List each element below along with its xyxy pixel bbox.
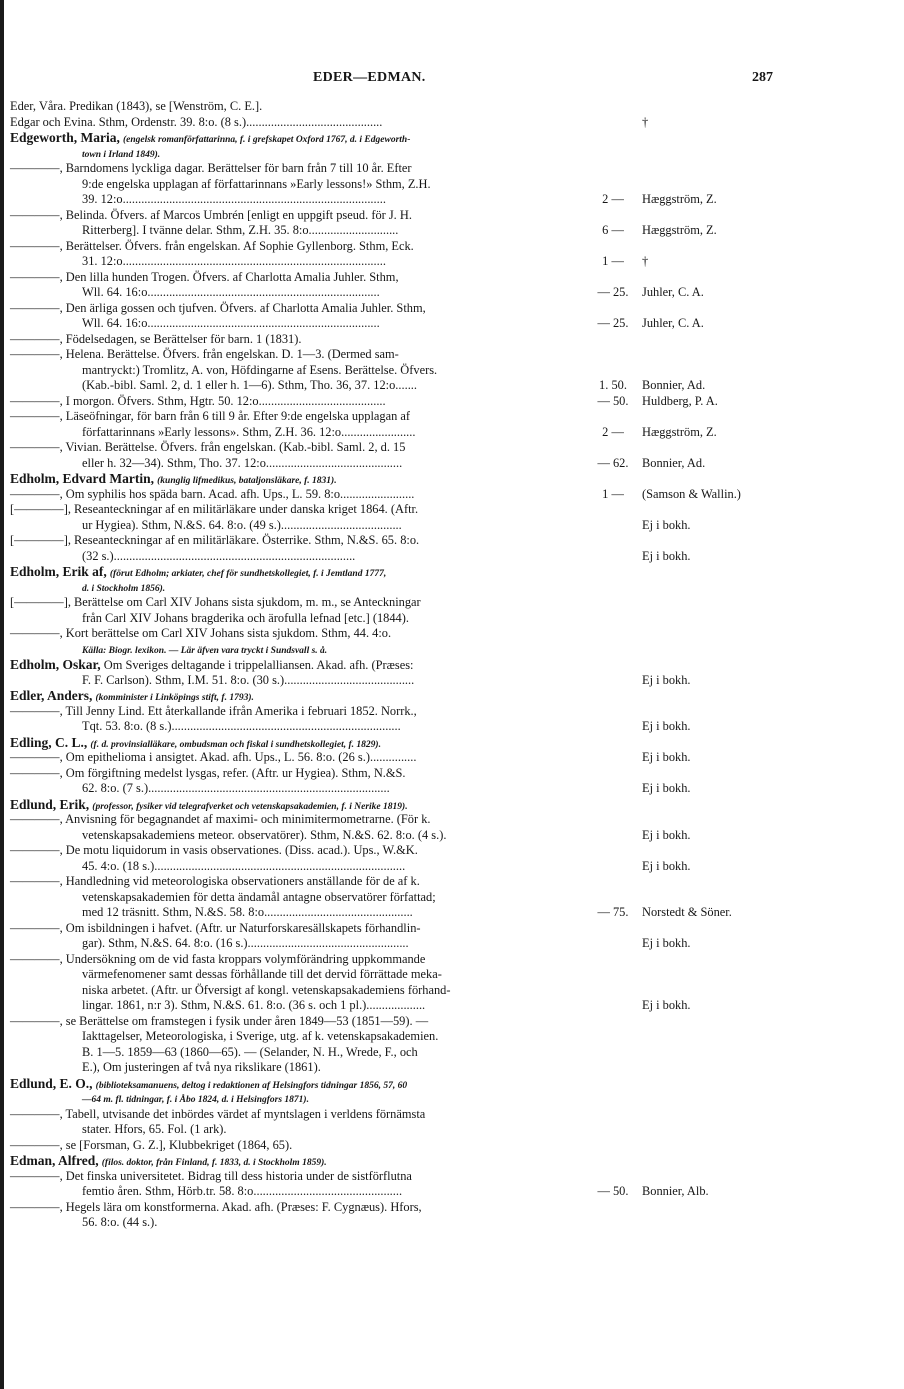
entry-text: ————, Kort berättelse om Carl XIV Johans sista sjukdom. Sthm, 44. 4:o. (10, 626, 392, 640)
author-note: (engelsk romanförfattarinna, f. i grefskapet Oxford 1767, d. i Edgeworth- (122, 135, 411, 145)
line-text (10, 394, 386, 410)
catalog-line (10, 719, 890, 735)
entry-text: gar). Sthm, N.&S. 64. 8:o. (16 s.).................................................... (82, 936, 409, 950)
publisher: Norstedt & Söner. (642, 905, 732, 919)
entry-text: ————, Berättelser. Öfvers. från engelskan. Af Sophie Gyllenborg. Sthm, Eck. (10, 238, 414, 253)
entry-text: Om Sveriges deltagande i trippelalliansen. Akad. afh. (Præses: (103, 658, 414, 672)
entry-text: [————], Berättelse om Carl XIV Johans sista sjukdom, m. m., se Anteckningar (10, 595, 421, 609)
entry-text: vetenskapsakademien för detta ändamål antagne observatörer författad; (82, 889, 436, 904)
line-text (82, 998, 425, 1014)
entry-text: (Kab.-bibl. Saml. 2, d. 1 eller h. 1—6). Sthm, Tho. 36, 37. 12:o....... (82, 378, 417, 392)
price: — 75. (597, 905, 629, 919)
publisher: Ej i bokh. (642, 858, 691, 873)
price: — 62. (597, 455, 629, 470)
page-header (0, 70, 904, 90)
entry-text: (32 s.).............................................................................. (82, 548, 356, 563)
catalog-line (10, 812, 890, 828)
price: 2 — (602, 192, 624, 206)
entry-text: ————, Den lilla hunden Trogen. Öfvers. af Charlotta Amalia Juhler. Sthm, (10, 269, 399, 284)
entry-text: ————, Födelsedagen, se Berättelser för barn. 1 (1831). (10, 331, 302, 346)
line-text (10, 347, 399, 363)
publisher: Ej i bokh. (642, 517, 691, 532)
catalog-line (10, 208, 890, 224)
catalog-line (10, 487, 890, 503)
author-note: (filos. doktor, från Finland, f. 1833, d. i Stockholm 1859). (101, 1158, 327, 1168)
line-text (82, 456, 402, 472)
catalog-line (10, 192, 890, 208)
line-text (10, 921, 421, 937)
catalog-line (10, 363, 890, 379)
author-note: Källa: Biogr. lexikon. — Lär äfven vara tryckt i Sundsvall s. å. (82, 645, 328, 656)
publisher: † (642, 254, 649, 268)
publisher: Ej i bokh. (642, 998, 691, 1012)
line-text (10, 704, 417, 720)
line-text (10, 595, 421, 611)
line-text (10, 409, 410, 425)
catalog-line (10, 673, 890, 689)
entry-text: ————, Belinda. Öfvers. af Marcos Umbrén [enligt en uppgift pseud. för J. H. (10, 207, 412, 222)
entry-text: ————, Barndomens lyckliga dagar. Berättelser för barn från 7 till 10 år. Efter (10, 161, 412, 175)
publisher: Bonnier, Ad. (642, 455, 706, 470)
catalog-line (10, 1122, 890, 1138)
publisher: (Samson & Wallin.) (642, 486, 741, 501)
line-text (82, 828, 446, 844)
entry-text: ————, se [Forsman, G. Z.], Klubbekriget (1864, 65). (10, 1137, 293, 1152)
entry-text: mantryckt:) Tromlitz, A. von, Höfdingarne af Esens. Berättelse. Öfvers. (82, 362, 438, 377)
line-text (10, 301, 426, 317)
line-text (10, 502, 418, 518)
price: — 50. (597, 393, 629, 408)
catalog-line (10, 998, 890, 1014)
catalog-line (10, 890, 890, 906)
entry-text: [————], Reseanteckningar af en militärläkare under danska kriget 1864. (Aftr. (10, 502, 419, 516)
line-text (82, 719, 401, 735)
catalog-line (10, 1107, 890, 1123)
catalog-line (10, 115, 890, 131)
line-text (10, 1169, 412, 1185)
line-text (10, 1014, 428, 1030)
line-text (82, 254, 386, 270)
catalog-line (10, 688, 890, 704)
entry-text: 31. 12:o..................................................................................... (82, 254, 386, 268)
line-text (82, 1215, 157, 1231)
line-text (82, 983, 451, 999)
line-text (82, 549, 355, 565)
entry-text: 9:de engelska upplagan af författarinnans »Early lessons!» Sthm, Z.H. (82, 176, 431, 191)
publisher: † (642, 114, 649, 129)
catalog-line (10, 502, 890, 518)
catalog-line (10, 1045, 890, 1061)
scan-edge (0, 0, 4, 1389)
catalog-line (10, 1215, 890, 1231)
price: 1. 50. (599, 378, 627, 392)
publisher: Ej i bokh. (642, 719, 691, 733)
entry-text: E.), Om justeringen af två nya rikslikare (1861). (82, 1060, 321, 1074)
entry-text: med 12 träsnitt. Sthm, N.&S. 58. 8:o................................................ (82, 905, 413, 919)
catalog-line (10, 611, 890, 627)
line-text (82, 316, 380, 332)
entry-text: vetenskapsakademiens meteor. observatörer). Sthm, N.&S. 62. 8:o. (4 s.). (82, 827, 447, 842)
line-text (10, 812, 431, 828)
entry-text: Eder, Våra. Predikan (1843), se [Wenström, C. E.]. (10, 99, 263, 113)
catalog-line (10, 766, 890, 782)
line-text (10, 270, 399, 286)
line-text (10, 161, 412, 177)
author-note: (kunglig lifmedikus, bataljonsläkare, f. 1831). (157, 476, 337, 486)
entry-text: ————, Tabell, utvisande det inbördes värdet af myntslagen i verldens förnämsta (10, 1106, 426, 1121)
entry-text: ————, Den ärliga gossen och tjufven. Öfvers. af Charlotta Amalia Juhler. Sthm, (10, 300, 426, 315)
author-name: Edler, Anders, (10, 688, 93, 703)
catalog-line (10, 626, 890, 642)
entry-text: Wll. 64. 16:o........................................................................... (82, 285, 380, 299)
publisher: Ej i bokh. (642, 781, 691, 795)
catalog-line (10, 316, 890, 332)
author-note: —64 m. fl. tidningar, f. i Åbo 1824, d. i Helsingfors 1871). (82, 1095, 309, 1105)
catalog-line (10, 394, 890, 410)
catalog-line (10, 983, 890, 999)
catalog-line (10, 409, 890, 425)
line-text (10, 750, 416, 766)
line-text (10, 766, 406, 782)
entry-text: ————, I morgon. Öfvers. Sthm, Hgtr. 50. 12:o......................................... (10, 393, 386, 408)
entry-text: 45. 4:o. (18 s.)................................................................................. (82, 858, 406, 873)
entry-text: ————, Vivian. Berättelse. Öfvers. från engelskan. (Kab.-bibl. Saml. 2, d. 15 (10, 440, 406, 454)
catalog-line (10, 1076, 890, 1092)
author-note: (förut Edholm; arkiater, chef för sundhetskollegiet, f. i Jemtland 1777, (109, 569, 387, 579)
publisher: Bonnier, Alb. (642, 1184, 709, 1198)
catalog-line (10, 936, 890, 952)
line-text (10, 874, 420, 890)
catalog-line (10, 518, 890, 534)
catalog-line (10, 843, 890, 859)
catalog-line (10, 99, 890, 115)
entry-text: ————, se Berättelse om framstegen i fysik under åren 1849—53 (1851—59). — (10, 1013, 429, 1028)
entry-text: ————, Om epithelioma i ansigtet. Akad. afh. Ups., L. 56. 8:o. (26 s.)............... (10, 750, 417, 764)
publisher: Ej i bokh. (642, 827, 691, 842)
publisher: Juhler, C. A. (642, 316, 704, 330)
line-text (10, 239, 414, 255)
entry-text: eller h. 32—34). Sthm, Tho. 37. 12:o............................................ (82, 455, 403, 470)
line-text (10, 115, 382, 131)
catalog-line (10, 657, 890, 673)
entry-text: femtio åren. Sthm, Hörb.tr. 58. 8:o................................................ (82, 1184, 403, 1198)
entry-text: ————, Det finska universitetet. Bidrag till dess historia under de sistförflutna (10, 1168, 412, 1183)
catalog-line (10, 1169, 890, 1185)
catalog-line (10, 874, 890, 890)
author-name: Edling, C. L., (10, 734, 88, 750)
catalog-line (10, 642, 890, 658)
catalog-line (10, 1014, 890, 1030)
catalog-line (10, 797, 890, 813)
line-text (82, 673, 414, 689)
line-text (10, 208, 412, 224)
line-text (82, 611, 409, 627)
line-text (82, 378, 417, 394)
entry-text: ————, Om isbildningen i hafvet. (Aftr. ur Naturforskaresällskapets förhandlin- (10, 920, 421, 935)
catalog-line (10, 967, 890, 983)
entry-text: Iakttagelser, Meteorologiska, i Sverige, utg. af k. vetenskapsakademien. (82, 1029, 439, 1043)
entry-text: ————, Undersökning om de vid fasta kroppars volymförändring uppkommande (10, 951, 426, 966)
entry-text: värmefenomener samt dessas förhållande till det dervid förrättade meka- (82, 967, 442, 981)
line-text (82, 363, 437, 379)
entry-text: ————, De motu liquidorum in vasis observationes. (Diss. acad.). Ups., W.&K. (10, 843, 418, 857)
entry-text: ur Hygiea). Sthm, N.&S. 64. 8:o. (49 s.)....................................... (82, 517, 402, 532)
line-text (10, 487, 414, 503)
entry-text: ————, Läseöfningar, för barn från 6 till 9 år. Efter 9:de engelska upplagan af (10, 409, 410, 423)
line-text (82, 1184, 402, 1200)
catalog-line (10, 549, 890, 565)
publisher: Hæggström, Z. (642, 424, 717, 439)
entry-text: ————, Till Jenny Lind. Ett återkallande ifrån Amerika i februari 1852. Norrk., (10, 703, 417, 718)
publisher: Ej i bokh. (642, 750, 691, 764)
author-note: (f. d. provinsialläkare, ombudsman och fiskal i sundhetskollegiet, f. 1829). (90, 739, 381, 750)
author-name: Edlund, E. O., (10, 1075, 93, 1091)
catalog-line (10, 456, 890, 472)
author-note: town i Irland 1849). (82, 149, 161, 160)
entry-text: [————], Reseanteckningar af en militärläkare. Österrike. Sthm, N.&S. 65. 8:o. (10, 533, 420, 547)
entry-text: 62. 8:o. (7 s.).............................................................................. (82, 781, 390, 795)
line-text (82, 890, 436, 906)
catalog-line (10, 1200, 890, 1216)
line-text (82, 177, 431, 193)
catalog-line (10, 564, 890, 580)
publisher: Juhler, C. A. (642, 285, 704, 299)
catalog-line (10, 704, 890, 720)
catalog-line (10, 952, 890, 968)
entry-text: stater. Hfors, 65. Fol. (1 ark). (82, 1122, 227, 1136)
entry-text: Ritterberg]. I tvänne delar. Sthm, Z.H. 35. 8:o............................. (82, 223, 399, 237)
catalog-line (10, 828, 890, 844)
entry-text: ————, Anvisning för begagnandet af maximi- och minimitermometrarne. (För k. (10, 812, 431, 826)
catalog-line (10, 239, 890, 255)
author-note: (professor, fysiker vid telegrafverket och vetenskapsakademien, f. i Nerike 1819). (92, 801, 408, 812)
publisher: Huldberg, P. A. (642, 393, 718, 408)
line-text (82, 936, 409, 952)
catalog-line (10, 921, 890, 937)
line-text (10, 843, 418, 859)
catalog-line (10, 781, 890, 797)
line-text (82, 1122, 227, 1138)
catalog-line (10, 146, 890, 162)
publisher: Hæggström, Z. (642, 223, 717, 237)
line-text (82, 425, 415, 441)
catalog-line (10, 130, 890, 146)
entry-text: Tqt. 53. 8:o. (8 s.).......................................................................... (82, 719, 401, 733)
line-text (82, 859, 405, 875)
line-text (82, 285, 380, 301)
line-text (10, 440, 405, 456)
line-text (82, 967, 442, 983)
catalog-line (10, 161, 890, 177)
catalog-line (10, 1091, 890, 1107)
line-text (82, 781, 390, 797)
line-text (82, 1029, 438, 1045)
catalog-body (10, 99, 890, 1231)
price: — 50. (597, 1184, 629, 1198)
publisher: Ej i bokh. (642, 936, 691, 950)
price: 1 — (602, 486, 624, 501)
author-name: Edholm, Oskar, (10, 657, 101, 672)
publisher: Ej i bokh. (642, 672, 691, 687)
author-note: (biblioteksamanuens, deltog i redaktionen af Helsingfors tidningar 1856, 57, 60 (95, 1080, 408, 1091)
entry-text: 39. 12:o..................................................................................... (82, 192, 386, 206)
entry-text: ————, Om förgiftning medelst lysgas, refer. (Aftr. ur Hygiea). Sthm, N.&S. (10, 765, 406, 780)
line-text (82, 223, 398, 239)
entry-text: författarinnans »Early lessons». Sthm, Z.H. 36. 12:o........................ (82, 424, 416, 439)
catalog-line (10, 301, 890, 317)
author-note: d. i Stockholm 1856). (82, 583, 166, 594)
line-text (10, 1138, 292, 1154)
price: — 25. (597, 285, 629, 299)
line-text (82, 1045, 418, 1061)
catalog-line (10, 1060, 890, 1076)
author-name: Edgeworth, Maria, (10, 130, 120, 145)
author-name: Edholm, Edvard Martin, (10, 471, 155, 486)
catalog-line (10, 859, 890, 875)
catalog-line (10, 425, 890, 441)
catalog-line (10, 471, 890, 487)
running-head: EDER—EDMAN. (313, 70, 426, 85)
publisher: Bonnier, Ad. (642, 378, 706, 392)
catalog-line (10, 378, 890, 394)
line-text (10, 533, 419, 549)
catalog-line (10, 595, 890, 611)
catalog-line (10, 580, 890, 596)
entry-text: F. F. Carlson). Sthm, I.M. 51. 8:o. (30 s.).......................................... (82, 672, 415, 687)
catalog-line (10, 905, 890, 921)
line-text (82, 1060, 321, 1076)
entry-text: 56. 8:o. (44 s.). (82, 1215, 158, 1229)
author-name: Edholm, Erik af, (10, 564, 107, 579)
line-text (82, 518, 402, 534)
line-text (10, 657, 413, 674)
catalog-line (10, 177, 890, 193)
line-text (10, 1200, 422, 1216)
entry-text: ————, Handledning vid meteorologiska observationers anställande för de af k. (10, 874, 420, 888)
catalog-line (10, 270, 890, 286)
catalog-line (10, 1153, 890, 1169)
line-text (10, 99, 262, 115)
entry-text: Wll. 64. 16:o........................................................................... (82, 316, 380, 330)
price: — 25. (597, 316, 629, 330)
price: 1 — (602, 254, 624, 268)
publisher: Ej i bokh. (642, 548, 691, 563)
line-text (10, 332, 301, 348)
entry-text: Edgar och Evina. Sthm, Ordenstr. 39. 8:o. (8 s.)............................................ (10, 114, 383, 129)
catalog-line (10, 1029, 890, 1045)
entry-text: från Carl XIV Johans bragderika och ärofulla lefnad [etc.] (1844). (82, 610, 409, 625)
catalog-line (10, 750, 890, 766)
catalog-line (10, 347, 890, 363)
entry-text: ————, Helena. Berättelse. Öfvers. från engelskan. D. 1—3. (Dermed sam- (10, 347, 399, 361)
entry-text: niska arbetet. (Aftr. ur Öfversigt af kongl. vetenskapsakademiens förhand- (82, 982, 451, 997)
author-note: (komminister i Linköpings stift, f. 1793). (95, 693, 254, 703)
entry-text: B. 1—5. 1859—63 (1860—65). — (Selander, N. H., Wrede, F., och (82, 1044, 418, 1059)
entry-text: ————, Hegels lära om konstformerna. Akad. afh. (Præses: F. Cygnæus). Hfors, (10, 1199, 422, 1214)
line-text (10, 1107, 425, 1123)
catalog-line (10, 1138, 890, 1154)
author-name: Edlund, Erik, (10, 796, 90, 812)
catalog-line (10, 533, 890, 549)
line-text (10, 952, 425, 968)
catalog-line (10, 332, 890, 348)
author-name: Edman, Alfred, (10, 1153, 99, 1168)
catalog-line (10, 735, 890, 751)
line-text (82, 905, 413, 921)
price: 6 — (602, 223, 624, 237)
catalog-line (10, 285, 890, 301)
entry-text: lingar. 1861, n:r 3). Sthm, N.&S. 61. 8:o. (36 s. och 1 pl.)................... (82, 998, 426, 1012)
catalog-line (10, 440, 890, 456)
catalog-line (10, 254, 890, 270)
line-text (10, 626, 391, 642)
page-number: 287 (752, 70, 773, 85)
price: 2 — (602, 424, 624, 439)
entry-text: ————, Om syphilis hos späda barn. Acad. afh. Ups., L. 59. 8:o........................ (10, 486, 415, 501)
catalog-line (10, 1184, 890, 1200)
line-text (82, 192, 386, 208)
catalog-line (10, 223, 890, 239)
publisher: Hæggström, Z. (642, 192, 717, 206)
